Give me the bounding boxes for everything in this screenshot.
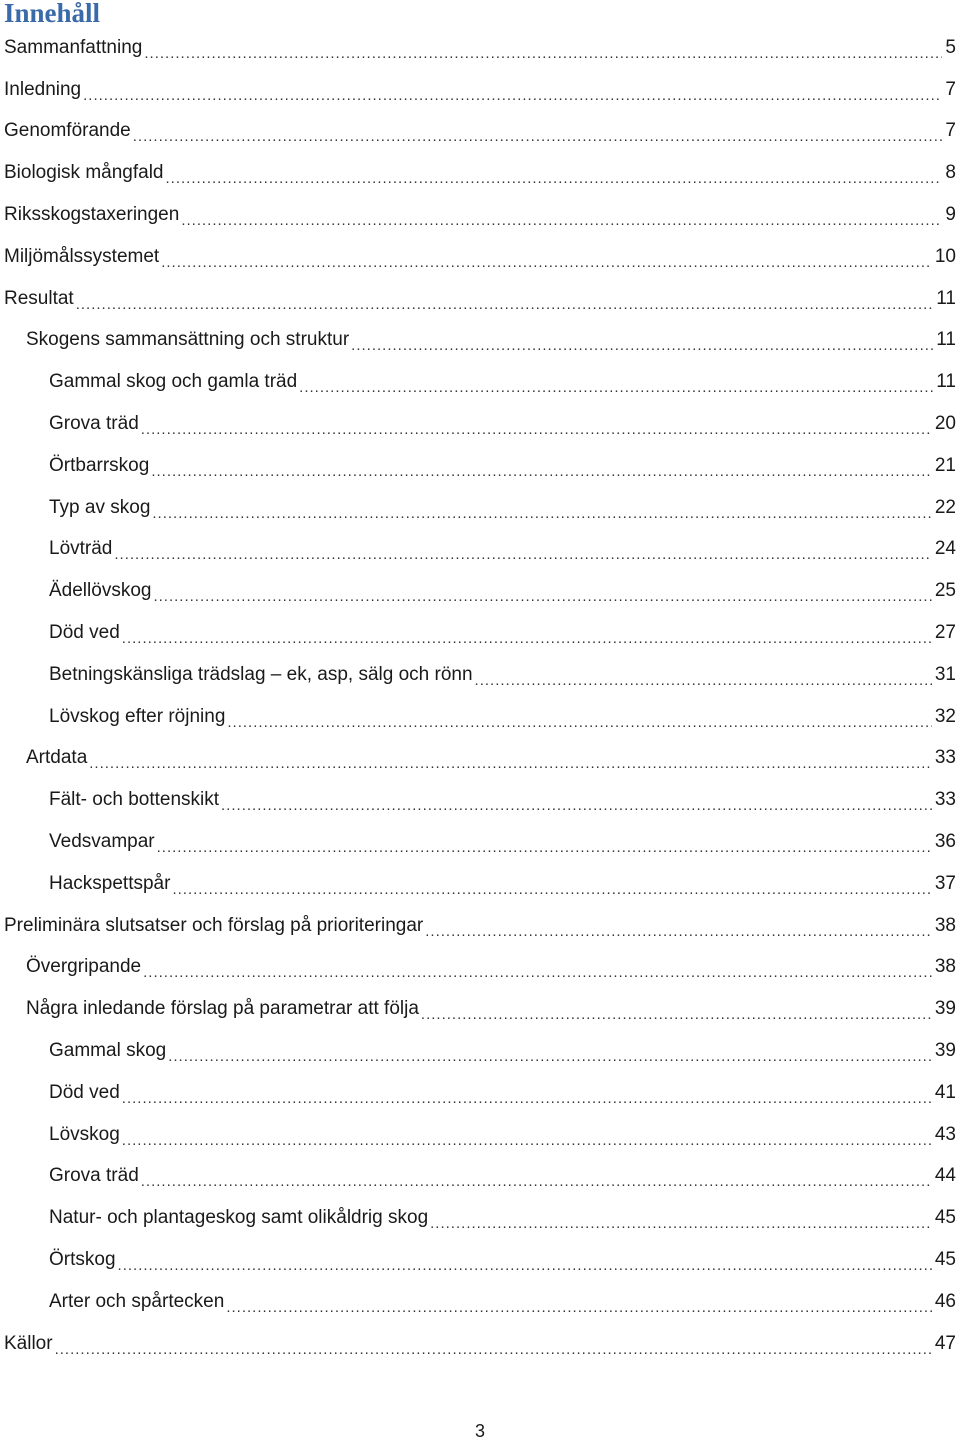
toc-entry[interactable] — [0, 361, 960, 403]
dot-leader — [351, 340, 933, 361]
toc-entry-page[interactable]: 20 — [934, 413, 956, 435]
dot-leader — [114, 549, 931, 570]
toc-entry[interactable] — [0, 320, 960, 362]
toc-entry-label[interactable]: Artdata — [26, 747, 88, 769]
toc-entry-label[interactable]: Natur- och plantageskog samt olikåldrig skog — [49, 1207, 429, 1229]
toc-entry-label[interactable]: Lövskog — [49, 1123, 120, 1145]
dot-leader — [141, 1176, 932, 1197]
page-number: 3 — [474, 1421, 485, 1441]
toc-entry-label[interactable]: Grova träd — [49, 413, 139, 435]
dot-leader — [425, 926, 932, 947]
toc-entry[interactable] — [0, 1197, 960, 1239]
toc-entry-label[interactable]: Resultat — [4, 287, 74, 309]
toc-entry-page[interactable]: 39 — [934, 998, 956, 1020]
toc-entry-page[interactable]: 22 — [934, 496, 956, 518]
toc-entry[interactable] — [0, 69, 960, 111]
dot-leader — [122, 633, 932, 654]
toc-entry-page[interactable]: 38 — [934, 956, 956, 978]
toc-entry[interactable] — [0, 947, 960, 989]
dot-leader — [221, 800, 932, 821]
toc-entry-label[interactable]: Grova träd — [49, 1165, 139, 1187]
toc-entry-label[interactable]: Död ved — [49, 1081, 120, 1103]
toc-entry-page[interactable]: 33 — [934, 747, 956, 769]
toc-entry-page[interactable]: 21 — [934, 454, 956, 476]
dot-leader — [181, 215, 942, 236]
toc-entry-page[interactable]: 46 — [934, 1290, 956, 1312]
dot-leader — [157, 842, 932, 863]
toc-entry[interactable] — [0, 1114, 960, 1156]
toc-entry[interactable] — [0, 236, 960, 278]
dot-leader — [475, 675, 932, 696]
dot-leader — [55, 1344, 932, 1365]
dot-leader — [421, 1009, 932, 1030]
toc-entry-page[interactable]: 45 — [934, 1207, 956, 1229]
toc-entry[interactable] — [0, 445, 960, 487]
dot-leader — [122, 1135, 932, 1156]
toc-entry-label[interactable]: Riksskogstaxeringen — [4, 204, 180, 226]
dot-leader — [151, 466, 932, 487]
toc-entry-page[interactable]: 10 — [934, 245, 956, 267]
toc-entry-page[interactable]: 36 — [934, 831, 956, 853]
dot-leader — [165, 173, 942, 194]
toc-entry-page[interactable]: 8 — [945, 162, 956, 184]
toc-entry[interactable] — [0, 779, 960, 821]
toc-entry[interactable] — [0, 152, 960, 194]
toc-entry-label[interactable]: Vedsvampar — [49, 831, 155, 853]
toc-entry-page[interactable]: 45 — [934, 1249, 956, 1270]
toc-entry-page[interactable]: 25 — [934, 580, 956, 602]
toc-entry-label[interactable]: Sammanfattning — [4, 36, 143, 58]
toc-entry-page[interactable]: 39 — [934, 1040, 956, 1062]
toc-entry[interactable] — [0, 27, 960, 69]
toc-entry-label[interactable]: Biologisk mångfald — [4, 162, 164, 184]
toc-entry[interactable] — [0, 905, 960, 947]
toc-entry-label[interactable]: Genomförande — [4, 120, 131, 142]
toc-entry-page[interactable]: 11 — [936, 329, 956, 351]
dot-leader — [144, 48, 942, 69]
toc-entry[interactable] — [0, 194, 960, 236]
dot-leader — [122, 1093, 932, 1114]
dot-leader — [143, 967, 932, 988]
toc-entry-page[interactable]: 43 — [934, 1123, 956, 1145]
toc-entry[interactable] — [0, 654, 960, 696]
toc-entry-label[interactable]: Gammal skog — [49, 1040, 167, 1062]
toc-entry[interactable] — [0, 863, 960, 905]
toc-entry-page[interactable]: 41 — [934, 1081, 956, 1103]
toc-entry[interactable] — [0, 1239, 960, 1281]
toc-entry-label[interactable]: Gammal skog och gamla träd — [49, 371, 298, 393]
toc-entry-page[interactable]: 7 — [945, 120, 956, 142]
toc-heading: Innehåll — [4, 0, 101, 28]
toc-entry[interactable] — [0, 1323, 960, 1365]
toc-entry-page[interactable]: 7 — [945, 78, 956, 100]
toc-entry-label[interactable]: Hackspettspår — [49, 872, 171, 894]
toc-entry-page[interactable]: 32 — [934, 705, 956, 727]
table-of-contents — [0, 27, 960, 1365]
toc-entry[interactable] — [0, 529, 960, 571]
toc-entry[interactable] — [0, 1072, 960, 1114]
toc-entry-page[interactable]: 47 — [934, 1332, 956, 1354]
toc-entry-label[interactable]: Örtskog — [49, 1249, 116, 1270]
toc-entry-page[interactable]: 11 — [936, 371, 956, 393]
toc-entry-page[interactable]: 38 — [934, 914, 956, 936]
toc-entry-page[interactable]: 11 — [936, 287, 956, 309]
dot-leader — [141, 424, 932, 445]
toc-entry-label[interactable]: Ädellövskog — [49, 580, 152, 602]
toc-entry-page[interactable]: 44 — [934, 1165, 956, 1187]
toc-entry[interactable] — [0, 1281, 960, 1323]
dot-leader — [83, 90, 942, 111]
toc-entry-label[interactable]: Övergripande — [26, 956, 142, 978]
toc-entry-label[interactable]: Betningskänsliga trädslag – ek, asp, sälg och rönn — [49, 663, 473, 685]
toc-entry-label[interactable]: Skogens sammansättning och struktur — [26, 329, 350, 351]
dot-leader — [133, 131, 943, 152]
toc-entry[interactable] — [0, 988, 960, 1030]
toc-entry[interactable] — [0, 403, 960, 445]
toc-entry-label[interactable]: Arter och spårtecken — [49, 1290, 225, 1312]
toc-entry-page[interactable]: 5 — [945, 36, 956, 58]
toc-entry-label[interactable]: Lövskog efter röjning — [49, 705, 226, 727]
toc-entry-label[interactable]: Källor — [4, 1332, 53, 1354]
toc-entry[interactable] — [0, 1156, 960, 1198]
toc-entry[interactable] — [0, 1030, 960, 1072]
toc-entry-label[interactable]: Fält- och bottenskikt — [49, 789, 220, 811]
dot-leader — [227, 717, 931, 738]
dot-leader — [76, 299, 934, 320]
toc-entry-page[interactable]: 33 — [934, 789, 956, 811]
toc-entry-label[interactable]: Örtbarrskog — [49, 454, 150, 476]
dot-leader — [172, 884, 931, 905]
toc-entry[interactable] — [0, 487, 960, 529]
dot-leader — [152, 508, 931, 529]
toc-entry[interactable] — [0, 278, 960, 320]
toc-entry[interactable] — [0, 696, 960, 738]
toc-entry-label[interactable]: Död ved — [49, 622, 120, 644]
dot-leader — [430, 1218, 932, 1239]
toc-entry-label[interactable]: Preliminära slutsatser och förslag på prioriteringar — [4, 914, 424, 936]
dot-leader — [118, 1260, 932, 1281]
toc-entry-label[interactable]: Några inledande förslag på parametrar att följa — [26, 998, 419, 1020]
dot-leader — [168, 1051, 932, 1072]
toc-entry[interactable] — [0, 738, 960, 780]
toc-entry[interactable] — [0, 111, 960, 153]
toc-entry[interactable] — [0, 821, 960, 863]
toc-entry-label[interactable]: Miljömålssystemet — [4, 245, 160, 267]
toc-entry[interactable] — [0, 570, 960, 612]
toc-entry-page[interactable]: 27 — [934, 622, 956, 644]
toc-entry-page[interactable]: 31 — [934, 663, 956, 685]
toc-entry[interactable] — [0, 612, 960, 654]
dot-leader — [226, 1302, 932, 1323]
dot-leader — [299, 382, 933, 403]
toc-entry-label[interactable]: Typ av skog — [49, 496, 151, 518]
dot-leader — [89, 758, 932, 779]
dot-leader — [161, 257, 932, 278]
dot-leader — [153, 591, 931, 612]
toc-entry-page[interactable]: 24 — [934, 538, 956, 560]
toc-entry-page[interactable]: 9 — [945, 204, 956, 226]
toc-entry-label[interactable]: Inledning — [4, 78, 82, 100]
toc-entry-label[interactable]: Lövträd — [49, 538, 113, 560]
toc-entry-page[interactable]: 37 — [934, 872, 956, 894]
